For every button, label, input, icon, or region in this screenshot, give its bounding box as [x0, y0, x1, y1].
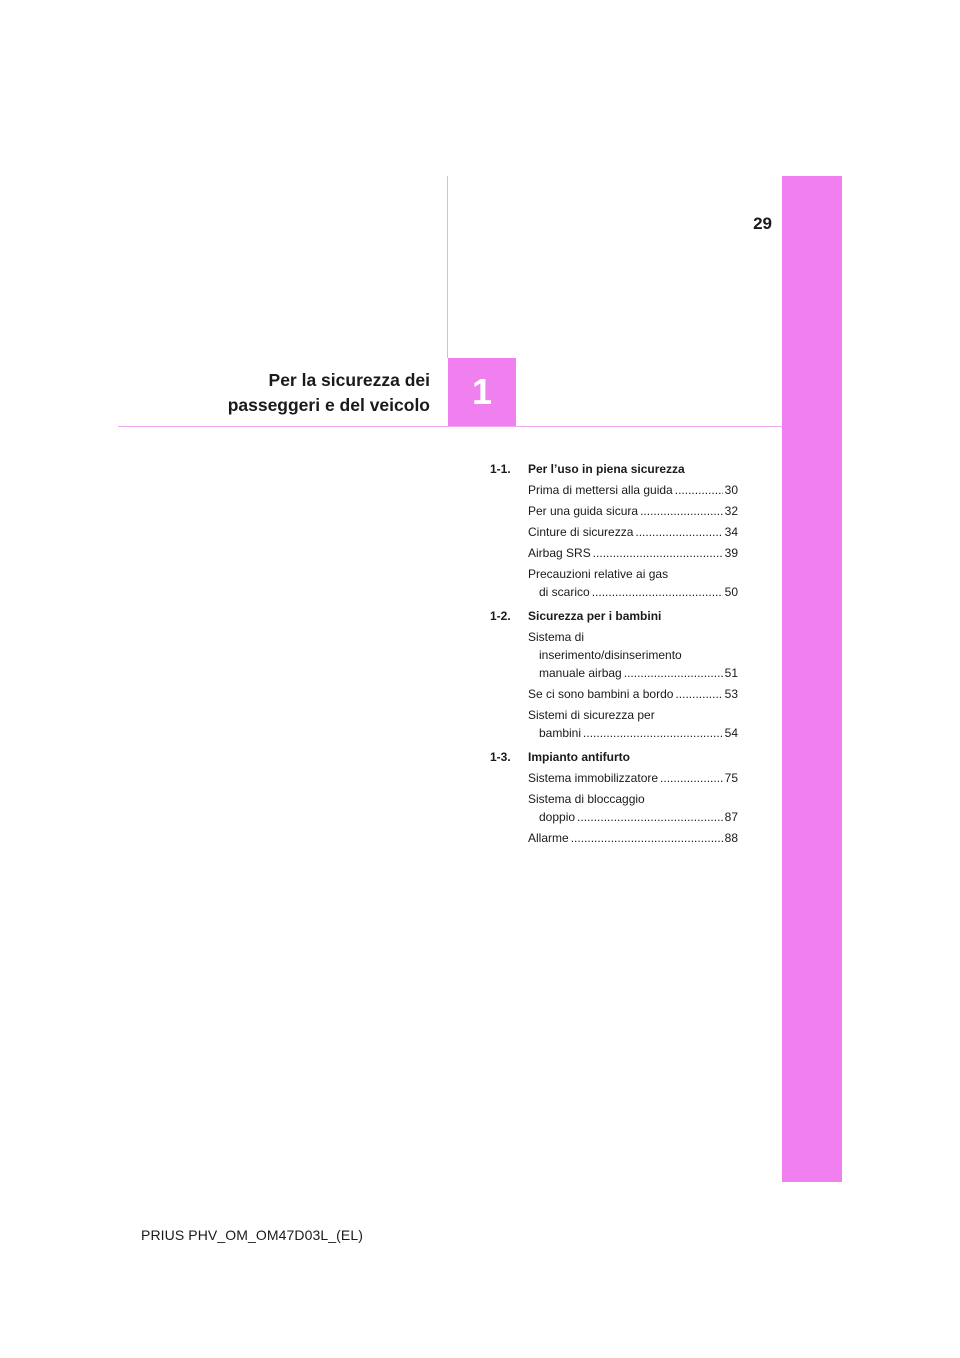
footer-document-code: PRIUS PHV_OM_OM47D03L_(EL) [141, 1227, 364, 1243]
toc-entry-text: Allarme [528, 831, 569, 845]
toc-entry-line [528, 724, 738, 742]
toc-entry-text: manuale airbag [539, 666, 622, 680]
toc-entry-text: Sistemi di sicurezza per [528, 708, 655, 722]
toc-entry-page: 54 [724, 726, 738, 740]
toc-section-number: 1-3. [490, 750, 511, 764]
toc-entry-text: Precauzioni relative ai gas [528, 567, 669, 581]
toc-entry-line [528, 685, 738, 703]
toc-section-heading[interactable] [490, 460, 750, 478]
toc-entry[interactable] [528, 769, 738, 787]
toc-section-heading[interactable] [490, 607, 750, 625]
toc-section [490, 748, 750, 847]
toc-entry[interactable] [528, 628, 738, 682]
toc-dot-leader [593, 544, 723, 562]
toc-section-title: Sicurezza per i bambini [528, 609, 662, 623]
horizontal-rule [118, 426, 782, 427]
toc-entry[interactable] [528, 544, 738, 562]
chapter-tab-bar [782, 176, 842, 1182]
toc-entry-text: Sistema di bloccaggio [528, 792, 645, 806]
toc-entry-line [528, 769, 738, 787]
toc-entry-page: 87 [724, 810, 738, 824]
toc-entry-page: 34 [724, 525, 738, 539]
toc-section [490, 607, 750, 742]
toc-entry-text: Per una guida sicura [528, 504, 639, 518]
toc-section-number: 1-2. [490, 609, 511, 623]
toc-entry-page: 39 [724, 546, 738, 560]
toc-entry-line [528, 829, 738, 847]
toc-entry-line [528, 565, 738, 583]
toc-entry-text: inserimento/disinserimento [539, 648, 682, 662]
toc-entry-line [528, 502, 738, 520]
toc-entry[interactable] [528, 523, 738, 541]
toc-entry[interactable] [528, 685, 738, 703]
toc-entry-page: 88 [724, 831, 738, 845]
page-number: 29 [753, 214, 772, 233]
toc-entry-text: di scarico [539, 585, 590, 599]
toc-section [490, 460, 750, 601]
toc-entry-page: 53 [724, 687, 738, 701]
toc-entry-line [528, 481, 738, 499]
toc-entry-line [528, 790, 738, 808]
toc-entry-line [528, 628, 738, 646]
toc-entry-text: Airbag SRS [528, 546, 591, 560]
toc-entry[interactable] [528, 481, 738, 499]
toc-entry-text: bambini [539, 726, 582, 740]
toc-section-title: Impianto antifurto [528, 750, 630, 764]
toc-section-heading[interactable] [490, 748, 750, 766]
toc-entry-page: 32 [724, 504, 738, 518]
chapter-title-line-2: passeggeri e del veicolo [227, 395, 430, 415]
toc-section-number: 1-1. [490, 462, 511, 476]
toc-entry-page: 50 [724, 585, 738, 599]
toc-entry-page: 75 [724, 771, 738, 785]
toc-entry-text: doppio [539, 810, 576, 824]
toc-dot-leader [675, 685, 722, 703]
toc-section-title: Per l’uso in piena sicurezza [528, 462, 685, 476]
toc-entry-line [528, 523, 738, 541]
chapter-title-line-1: Per la sicurezza dei [268, 370, 430, 390]
vertical-rule [447, 176, 448, 358]
toc-entry-text: Se ci sono bambini a bordo [528, 687, 674, 701]
toc-entry-text: Prima di mettersi alla guida [528, 483, 673, 497]
chapter-number: 1 [471, 371, 493, 412]
toc-entry[interactable] [528, 790, 738, 826]
toc-dot-leader [592, 583, 723, 601]
toc-entry[interactable] [528, 502, 738, 520]
toc-dot-leader [571, 829, 723, 847]
toc-dot-leader [577, 808, 723, 826]
toc-dot-leader [640, 502, 723, 520]
toc-dot-leader [583, 724, 723, 742]
toc-entry-line [528, 583, 738, 601]
toc-entry-line [528, 664, 738, 682]
toc-dot-leader [660, 769, 723, 787]
toc-entry-text: Sistema immobilizzatore [528, 771, 659, 785]
toc-entry-line [528, 544, 738, 562]
toc-entry-page: 30 [724, 483, 738, 497]
toc-entry-text: Cinture di sicurezza [528, 525, 634, 539]
toc-entry-line [528, 646, 738, 664]
toc-dot-leader [624, 664, 723, 682]
toc-entry[interactable] [528, 565, 738, 601]
toc-entry[interactable] [528, 706, 738, 742]
toc-entry-line [528, 808, 738, 826]
toc-dot-leader [635, 523, 722, 541]
toc-entry-line [528, 706, 738, 724]
table-of-contents [490, 460, 750, 853]
toc-entry-text: Sistema di [528, 630, 585, 644]
chapter-title [170, 368, 430, 418]
toc-dot-leader [675, 481, 723, 499]
toc-entry-page: 51 [724, 666, 738, 680]
toc-entry[interactable] [528, 829, 738, 847]
chapter-number-box [448, 358, 516, 426]
